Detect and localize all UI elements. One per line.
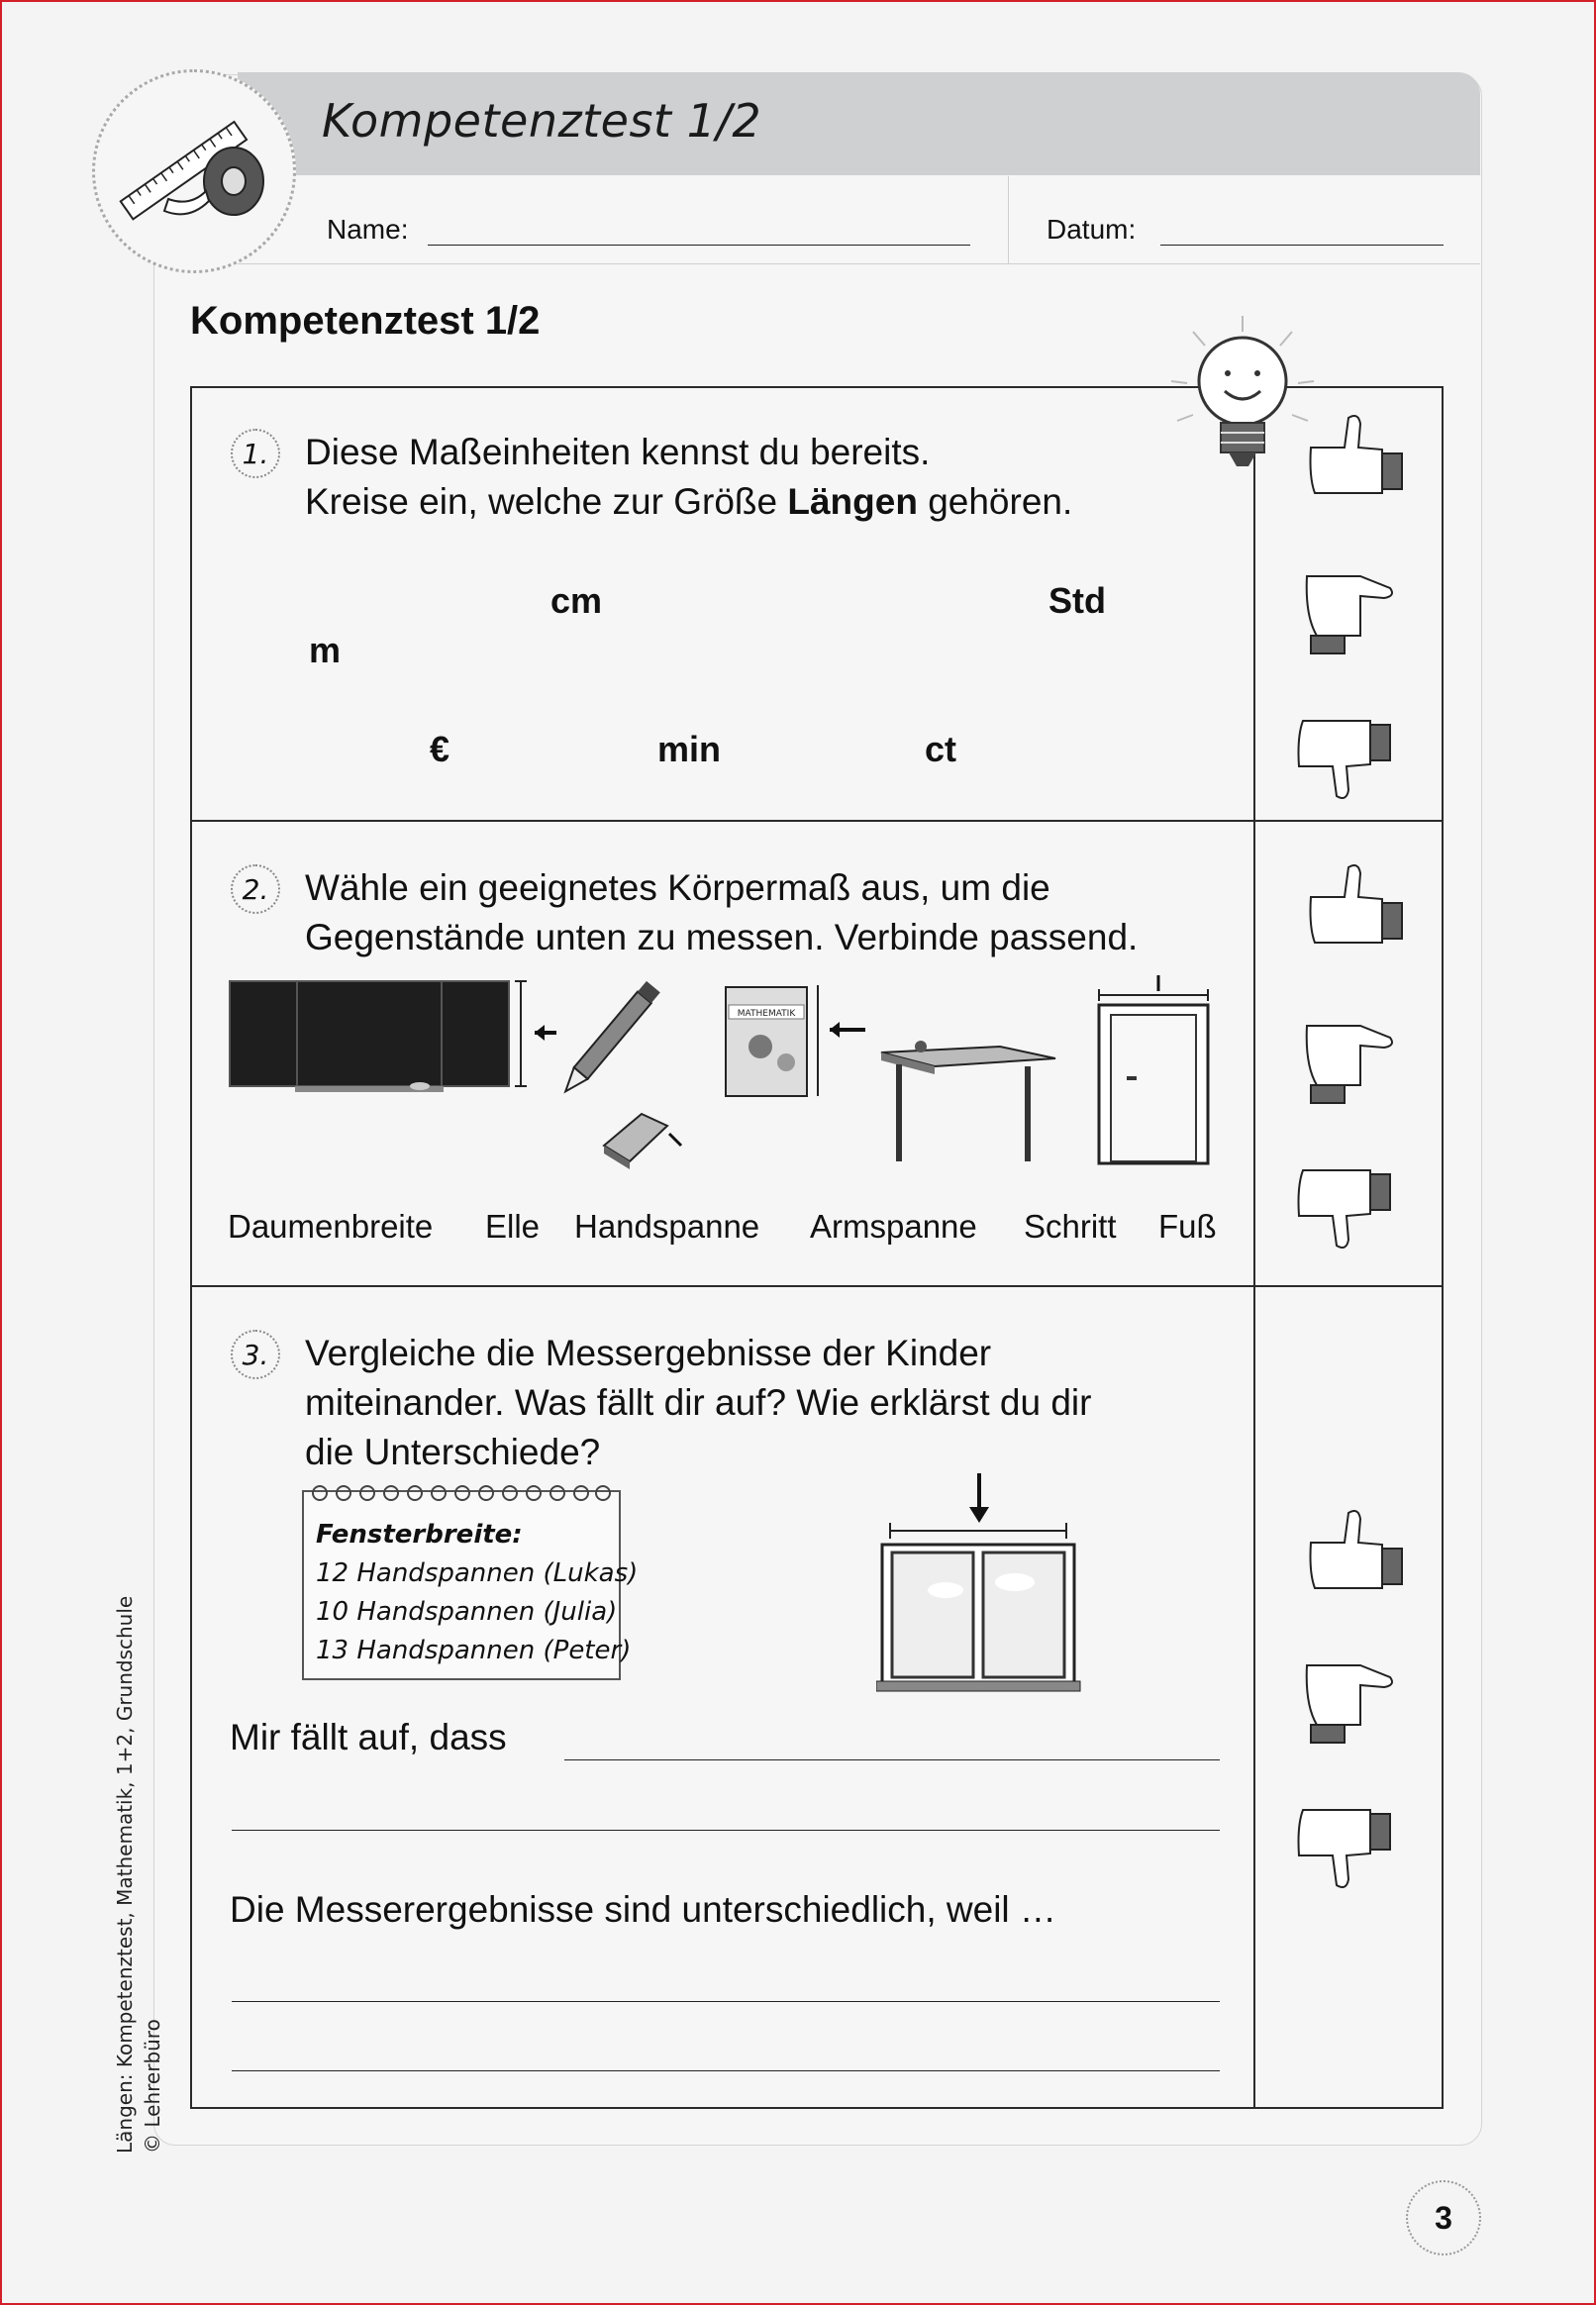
measure-option[interactable]: Armspanne [810, 1208, 977, 1245]
answer-prompt-2: Die Messerergebnisse sind unterschiedlich, weil … [230, 1889, 1056, 1930]
header-title: Kompetenztest 1/2 [322, 94, 762, 148]
task-table [190, 386, 1444, 2109]
task3-line1: Vergleiche die Messergebnisse der Kinder [305, 1333, 992, 1373]
note-line: 13 Handspannen (Peter) [316, 1636, 632, 1665]
answer-line[interactable] [232, 2070, 1220, 2071]
answer-prompt-1: Mir fällt auf, dass [230, 1717, 507, 1757]
thumb-down-icon[interactable] [1293, 1800, 1402, 1895]
source-credit: Längen: Kompetenztest, Mathematik, 1+2, Grundschule © Lehrerbüro [113, 1595, 164, 2154]
name-date-row [238, 176, 1480, 264]
note-line: 12 Handspannen (Lukas) [316, 1558, 639, 1588]
thumb-sideways-icon[interactable] [1297, 1655, 1406, 1751]
task1-line1: Diese Maßeinheiten kennst du bereits. [305, 432, 931, 472]
row-divider [190, 820, 1444, 822]
measurement-note [302, 1490, 639, 1680]
thumb-sideways-icon[interactable] [1297, 566, 1406, 661]
book-title: MATHEMATIK [737, 1009, 796, 1019]
task2-objects [226, 975, 1226, 1173]
name-field[interactable] [428, 245, 970, 246]
task3-line2: miteinander. Was fällt dir auf? Wie erklärst du dir [305, 1382, 1092, 1423]
measure-option[interactable]: Daumenbreite [228, 1208, 434, 1245]
column-divider [1253, 386, 1255, 2109]
name-label: Name: [327, 214, 409, 245]
unit-option[interactable]: m [309, 630, 342, 670]
blackboard-icon [230, 981, 556, 1092]
page-number: 3 [1406, 2180, 1481, 2255]
measure-option[interactable]: Fuß [1158, 1208, 1217, 1245]
unit-option[interactable]: Std [1048, 580, 1106, 621]
note-line: 10 Handspannen (Julia) [316, 1597, 618, 1627]
answer-line[interactable] [232, 1830, 1220, 1831]
row-divider [190, 1285, 1444, 1287]
task-number-3: 3. [231, 1330, 280, 1379]
date-label: Datum: [1047, 214, 1137, 245]
task2-line2: Gegenstände unten zu messen. Verbinde passend. [305, 917, 1139, 957]
eraser-icon [604, 1114, 681, 1169]
unit-option[interactable]: ct [925, 729, 957, 769]
measure-option[interactable]: Schritt [1024, 1208, 1117, 1245]
window-icon [876, 1473, 1084, 1693]
thumb-up-icon[interactable] [1305, 1503, 1414, 1598]
unit-option[interactable]: min [657, 729, 722, 769]
task1-line2: Kreise ein, welche zur Größe Längen gehören. [305, 481, 1073, 522]
date-field[interactable] [1160, 245, 1444, 246]
answer-line[interactable] [232, 2001, 1220, 2002]
header-divider [1008, 176, 1009, 263]
task2-instruction [305, 863, 1138, 962]
measure-option[interactable]: Handspanne [574, 1208, 760, 1245]
thumb-sideways-icon[interactable] [1297, 1016, 1406, 1111]
thumb-up-icon[interactable] [1305, 857, 1414, 952]
desk-icon [881, 1041, 1055, 1161]
task-number-2: 2. [231, 864, 280, 914]
task3-line3: die Unterschiede? [305, 1432, 601, 1472]
door-icon [1099, 975, 1208, 1163]
math-book-icon [726, 985, 865, 1096]
pencil-icon [558, 981, 659, 1097]
answer-line[interactable] [564, 1759, 1220, 1760]
thumb-down-icon[interactable] [1293, 711, 1402, 806]
measure-option[interactable]: Elle [485, 1208, 541, 1245]
task3-instruction [305, 1329, 1091, 1477]
lightbulb-icon [1163, 312, 1322, 485]
unit-option[interactable]: cm [550, 580, 603, 621]
thumb-down-icon[interactable] [1293, 1160, 1402, 1255]
spiral-binding-icon [310, 1482, 613, 1504]
thumb-up-icon[interactable] [1305, 408, 1414, 503]
unit-option[interactable]: € [430, 729, 450, 769]
task-number-1: 1. [231, 429, 280, 478]
task2-line1: Wähle ein geeignetes Körpermaß aus, um die [305, 867, 1050, 908]
note-title: Fensterbreite: [316, 1520, 523, 1550]
page-title: Kompetenztest 1/2 [190, 299, 541, 343]
task1-instruction [305, 428, 1072, 527]
